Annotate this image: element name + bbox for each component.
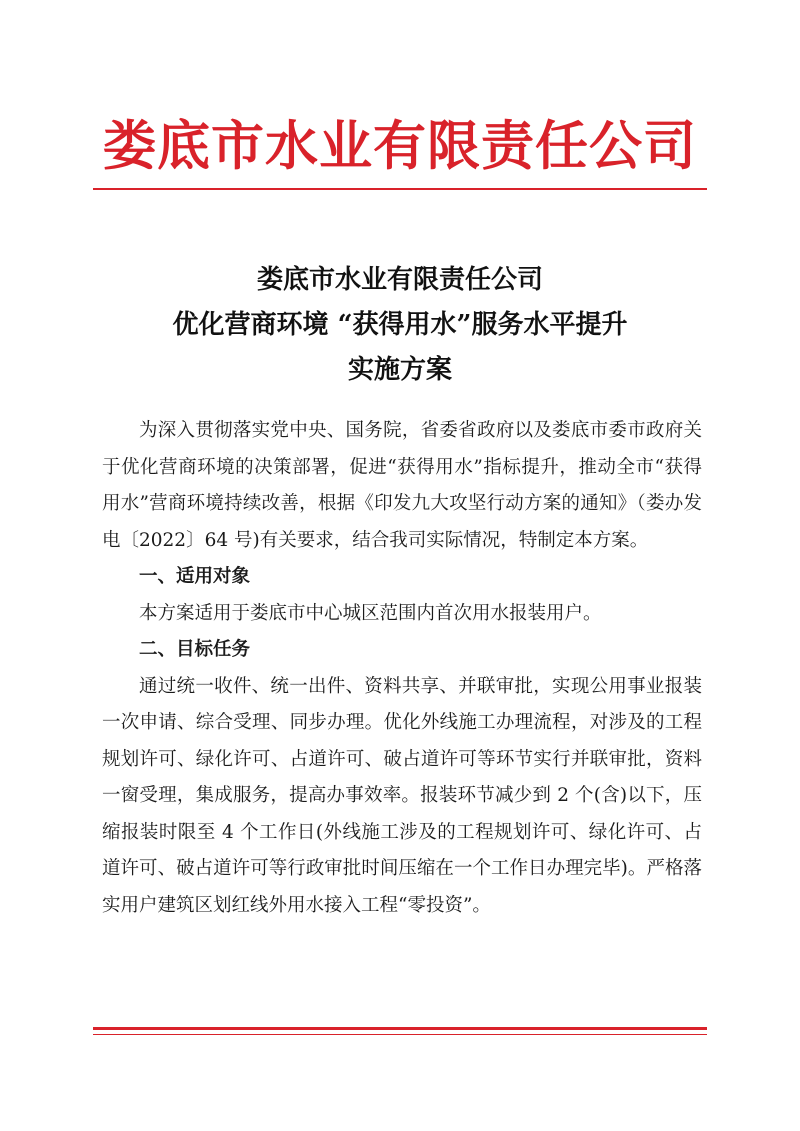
footer-red-divider-thin [93, 1034, 707, 1035]
intro-paragraph: 为深入贯彻落实党中央、国务院，省委省政府以及娄底市委市政府关于优化营商环境的决策部署，促进“获得用水”指标提升，推动全市“获得用水”营商环境持续改善，根据《印发九大攻坚行动方案的通知》（娄办发电〔2022〕64 号)有关要求，结合我司实际情况，特制定本方案。 [102, 420, 702, 551]
footer-red-divider-thick [93, 1027, 707, 1030]
letterhead-red-divider [93, 188, 707, 190]
title-line-1: 娄底市水业有限责任公司 [256, 265, 543, 295]
section-1-heading: 一、适用对象 [139, 566, 251, 587]
document-body [102, 413, 702, 924]
org-letterhead-title: 娄底市水业有限责任公司 [103, 116, 697, 177]
section-2-paragraph: 通过统一收件、统一出件、资料共享、并联审批，实现公用事业报装一次申请、综合受理、同步办理。优化外线施工办理流程，对涉及的工程规划许可、绿化许可、占道许可、破占道许可等环节实行并联审批，资料一窗受理，集成服务，提高办事效率。报装环节减少到 2 个(含)以下，压缩报装时限至 4 个工作日(外线施工涉及的工程规划许可、绿化许可、占道许可、破占道许可等行政审批时间压缩在一个工作日办理完毕)。严格落实用户建筑区划红线外用水接入工程“零投资”。 [102, 675, 702, 916]
document-title [60, 258, 740, 393]
section-1-paragraph: 本方案适用于娄底市中心城区范围内首次用水报装用户。 [139, 602, 602, 624]
section-2-heading: 二、目标任务 [139, 639, 251, 660]
title-line-3: 实施方案 [347, 355, 452, 385]
title-line-2: 优化营商环境 “获得用水”服务水平提升 [172, 310, 628, 340]
